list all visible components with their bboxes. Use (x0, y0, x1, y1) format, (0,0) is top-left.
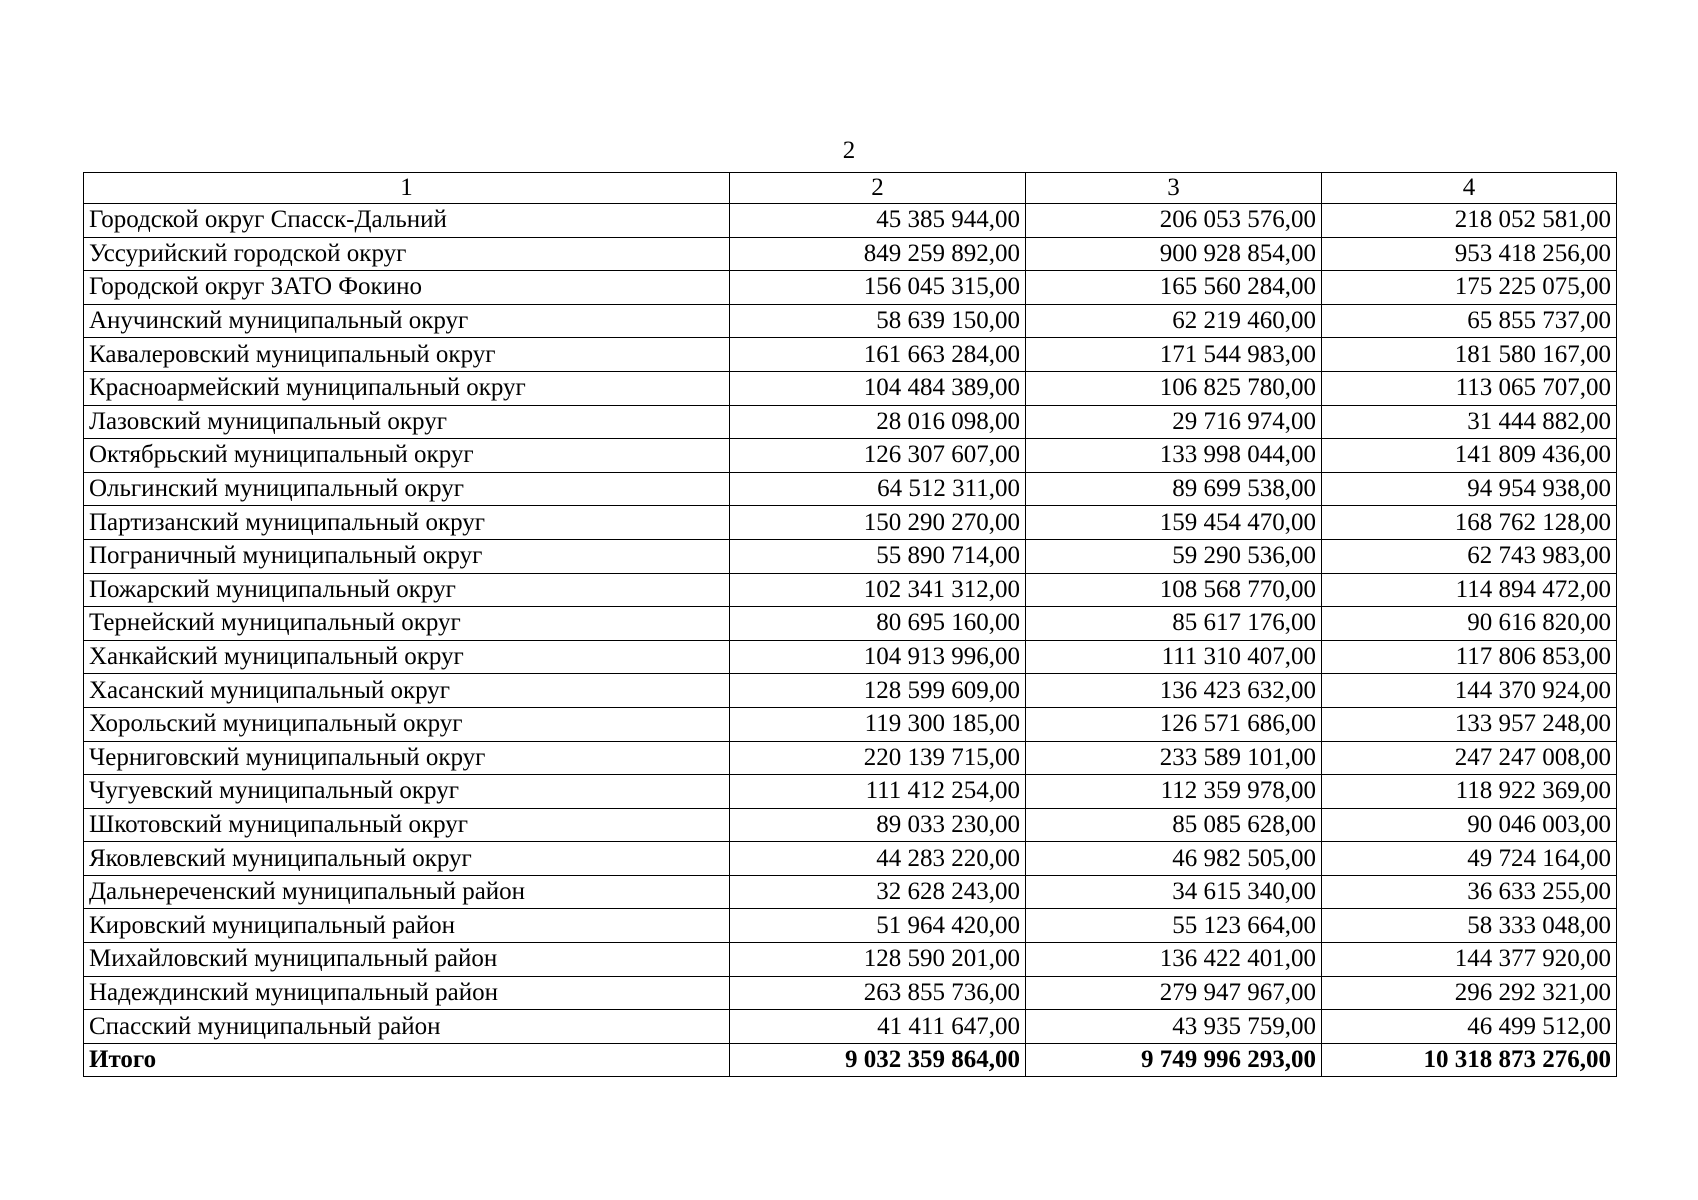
value-col-4: 114 894 472,00 (1322, 573, 1617, 607)
value-col-3: 206 053 576,00 (1026, 204, 1322, 238)
table-row (84, 573, 1617, 607)
table-row (84, 506, 1617, 540)
municipality-name: Хасанский муниципальный округ (84, 674, 730, 708)
value-col-2: 32 628 243,00 (730, 875, 1026, 909)
municipality-name: Кировский муниципальный район (84, 909, 730, 943)
value-col-4: 36 633 255,00 (1322, 875, 1617, 909)
value-col-4: 58 333 048,00 (1322, 909, 1617, 943)
value-col-4: 175 225 075,00 (1322, 271, 1617, 305)
table-row (84, 371, 1617, 405)
municipality-name: Кавалеровский муниципальный округ (84, 338, 730, 372)
municipality-name: Яковлевский муниципальный округ (84, 842, 730, 876)
municipality-name: Тернейский муниципальный округ (84, 607, 730, 641)
value-col-3: 900 928 854,00 (1026, 237, 1322, 271)
table-row (84, 674, 1617, 708)
value-col-3: 126 571 686,00 (1026, 707, 1322, 741)
value-col-3: 108 568 770,00 (1026, 573, 1322, 607)
value-col-3: 133 998 044,00 (1026, 439, 1322, 473)
table-row (84, 842, 1617, 876)
table-header-row (84, 173, 1617, 204)
table-row (84, 237, 1617, 271)
page-number: 2 (842, 137, 856, 164)
value-col-4: 10 318 873 276,00 (1322, 1043, 1617, 1077)
municipality-name: Надеждинский муниципальный район (84, 976, 730, 1010)
value-col-2: 80 695 160,00 (730, 607, 1026, 641)
column-header: 1 (84, 173, 730, 204)
value-col-4: 46 499 512,00 (1322, 1010, 1617, 1044)
municipality-name: Спасский муниципальный район (84, 1010, 730, 1044)
value-col-3: 112 359 978,00 (1026, 775, 1322, 809)
value-col-3: 89 699 538,00 (1026, 472, 1322, 506)
value-col-3: 136 422 401,00 (1026, 943, 1322, 977)
municipality-name: Пограничный муниципальный округ (84, 539, 730, 573)
value-col-3: 55 123 664,00 (1026, 909, 1322, 943)
value-col-2: 104 484 389,00 (730, 371, 1026, 405)
table-row (84, 439, 1617, 473)
budget-table (83, 172, 1617, 1077)
value-col-4: 953 418 256,00 (1322, 237, 1617, 271)
table-row (84, 808, 1617, 842)
municipality-name: Партизанский муниципальный округ (84, 506, 730, 540)
value-col-4: 90 046 003,00 (1322, 808, 1617, 842)
value-col-4: 247 247 008,00 (1322, 741, 1617, 775)
value-col-3: 136 423 632,00 (1026, 674, 1322, 708)
value-col-3: 29 716 974,00 (1026, 405, 1322, 439)
value-col-3: 279 947 967,00 (1026, 976, 1322, 1010)
table-row (84, 405, 1617, 439)
value-col-4: 117 806 853,00 (1322, 640, 1617, 674)
value-col-2: 45 385 944,00 (730, 204, 1026, 238)
value-col-2: 41 411 647,00 (730, 1010, 1026, 1044)
table-row (84, 539, 1617, 573)
value-col-4: 94 954 938,00 (1322, 472, 1617, 506)
value-col-4: 296 292 321,00 (1322, 976, 1617, 1010)
value-col-2: 104 913 996,00 (730, 640, 1026, 674)
value-col-3: 111 310 407,00 (1026, 640, 1322, 674)
table-row (84, 640, 1617, 674)
value-col-4: 90 616 820,00 (1322, 607, 1617, 641)
municipality-name: Шкотовский муниципальный округ (84, 808, 730, 842)
value-col-2: 64 512 311,00 (730, 472, 1026, 506)
value-col-4: 218 052 581,00 (1322, 204, 1617, 238)
value-col-2: 128 590 201,00 (730, 943, 1026, 977)
value-col-2: 263 855 736,00 (730, 976, 1026, 1010)
total-row (84, 1043, 1617, 1077)
value-col-4: 65 855 737,00 (1322, 304, 1617, 338)
table-row (84, 707, 1617, 741)
value-col-2: 55 890 714,00 (730, 539, 1026, 573)
municipality-name: Хорольский муниципальный округ (84, 707, 730, 741)
municipality-name: Итого (84, 1043, 730, 1077)
column-header: 3 (1026, 173, 1322, 204)
municipality-name: Октябрьский муниципальный округ (84, 439, 730, 473)
table-row (84, 204, 1617, 238)
value-col-2: 220 139 715,00 (730, 741, 1026, 775)
value-col-3: 34 615 340,00 (1026, 875, 1322, 909)
value-col-4: 168 762 128,00 (1322, 506, 1617, 540)
value-col-4: 144 377 920,00 (1322, 943, 1617, 977)
value-col-2: 849 259 892,00 (730, 237, 1026, 271)
value-col-4: 141 809 436,00 (1322, 439, 1617, 473)
value-col-2: 161 663 284,00 (730, 338, 1026, 372)
table-row (84, 472, 1617, 506)
municipality-name: Михайловский муниципальный район (84, 943, 730, 977)
municipality-name: Ольгинский муниципальный округ (84, 472, 730, 506)
value-col-3: 43 935 759,00 (1026, 1010, 1322, 1044)
table-row (84, 741, 1617, 775)
column-header: 4 (1322, 173, 1617, 204)
value-col-2: 128 599 609,00 (730, 674, 1026, 708)
value-col-2: 9 032 359 864,00 (730, 1043, 1026, 1077)
municipality-name: Черниговский муниципальный округ (84, 741, 730, 775)
value-col-3: 233 589 101,00 (1026, 741, 1322, 775)
table-row (84, 607, 1617, 641)
value-col-2: 150 290 270,00 (730, 506, 1026, 540)
table-row (84, 338, 1617, 372)
municipality-name: Лазовский муниципальный округ (84, 405, 730, 439)
value-col-4: 31 444 882,00 (1322, 405, 1617, 439)
value-col-2: 89 033 230,00 (730, 808, 1026, 842)
table-row (84, 271, 1617, 305)
municipality-name: Чугуевский муниципальный округ (84, 775, 730, 809)
municipality-name: Ханкайский муниципальный округ (84, 640, 730, 674)
value-col-4: 62 743 983,00 (1322, 539, 1617, 573)
value-col-4: 144 370 924,00 (1322, 674, 1617, 708)
table-row (84, 976, 1617, 1010)
municipality-name: Дальнереченский муниципальный район (84, 875, 730, 909)
value-col-3: 59 290 536,00 (1026, 539, 1322, 573)
table-row (84, 1010, 1617, 1044)
value-col-2: 111 412 254,00 (730, 775, 1026, 809)
value-col-2: 102 341 312,00 (730, 573, 1026, 607)
value-col-3: 9 749 996 293,00 (1026, 1043, 1322, 1077)
column-header: 2 (730, 173, 1026, 204)
municipality-name: Красноармейский муниципальный округ (84, 371, 730, 405)
table-row (84, 875, 1617, 909)
value-col-4: 133 957 248,00 (1322, 707, 1617, 741)
value-col-3: 85 617 176,00 (1026, 607, 1322, 641)
municipality-name: Анучинский муниципальный округ (84, 304, 730, 338)
municipality-name: Городской округ Спасск-Дальний (84, 204, 730, 238)
table-row (84, 304, 1617, 338)
value-col-3: 106 825 780,00 (1026, 371, 1322, 405)
value-col-2: 51 964 420,00 (730, 909, 1026, 943)
value-col-2: 28 016 098,00 (730, 405, 1026, 439)
table-row (84, 943, 1617, 977)
value-col-3: 85 085 628,00 (1026, 808, 1322, 842)
value-col-4: 113 065 707,00 (1322, 371, 1617, 405)
table-row (84, 909, 1617, 943)
value-col-2: 119 300 185,00 (730, 707, 1026, 741)
value-col-2: 156 045 315,00 (730, 271, 1026, 305)
municipality-name: Городской округ ЗАТО Фокино (84, 271, 730, 305)
value-col-3: 159 454 470,00 (1026, 506, 1322, 540)
value-col-3: 171 544 983,00 (1026, 338, 1322, 372)
value-col-4: 49 724 164,00 (1322, 842, 1617, 876)
value-col-3: 46 982 505,00 (1026, 842, 1322, 876)
value-col-3: 62 219 460,00 (1026, 304, 1322, 338)
value-col-4: 181 580 167,00 (1322, 338, 1617, 372)
municipality-name: Пожарский муниципальный округ (84, 573, 730, 607)
value-col-2: 58 639 150,00 (730, 304, 1026, 338)
value-col-4: 118 922 369,00 (1322, 775, 1617, 809)
value-col-2: 126 307 607,00 (730, 439, 1026, 473)
value-col-2: 44 283 220,00 (730, 842, 1026, 876)
value-col-3: 165 560 284,00 (1026, 271, 1322, 305)
table-row (84, 775, 1617, 809)
municipality-name: Уссурийский городской округ (84, 237, 730, 271)
